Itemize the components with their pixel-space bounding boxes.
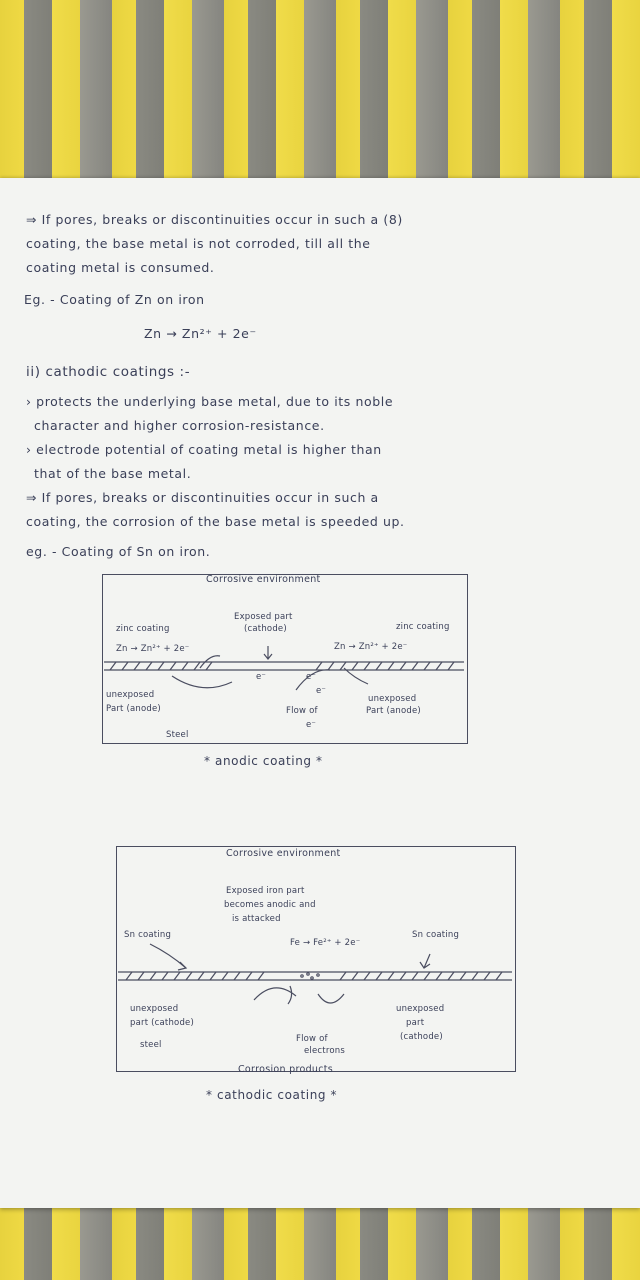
electron-label: e⁻: [256, 672, 267, 682]
note-line: that of the base metal.: [34, 466, 192, 481]
diagram-label: e⁻: [306, 720, 317, 730]
diagram-label: Corrosion products: [238, 1064, 334, 1075]
note-line: coating, the corrosion of the base metal is speeded up.: [26, 514, 405, 529]
diagram-label: electrons: [304, 1046, 345, 1056]
diagram-label: steel: [140, 1040, 162, 1050]
diagram-label: part: [406, 1018, 425, 1028]
section-heading: ii) cathodic coatings :-: [26, 364, 191, 380]
electron-label: e⁻: [316, 686, 327, 696]
diagram-env-label: Corrosive environment: [206, 574, 321, 585]
note-line: eg. - Coating of Sn on iron.: [26, 544, 211, 559]
diagram-label: Flow of: [286, 706, 318, 716]
diagram-label: Steel: [166, 730, 189, 740]
diagram-label: Sn coating: [124, 930, 172, 940]
equation: Zn → Zn²⁺ + 2e⁻: [144, 326, 257, 341]
electron-label: e⁻: [306, 672, 317, 682]
diagram-label: (cathode): [400, 1032, 443, 1042]
diagram-label: zinc coating: [116, 624, 170, 634]
diagram-label: unexposed: [106, 690, 155, 700]
diagram-equation: Zn → Zn²⁺ + 2e⁻: [116, 644, 190, 654]
diagram-label: Exposed iron part: [226, 886, 305, 896]
diagram-equation: Fe → Fe²⁺ + 2e⁻: [290, 938, 361, 948]
diagram-label: zinc coating: [396, 622, 450, 632]
diagram-caption: * cathodic coating *: [206, 1088, 338, 1102]
note-line: Eg. - Coating of Zn on iron: [24, 292, 205, 307]
note-line: › protects the underlying base metal, due to its noble: [26, 394, 394, 409]
diagram-label: unexposed: [368, 694, 417, 704]
diagram-label: Sn coating: [412, 930, 460, 940]
diagram-label: is attacked: [232, 914, 281, 924]
diagram-env-label: Corrosive environment: [226, 848, 341, 859]
note-line: ⇒ If pores, breaks or discontinuities occur in such a: [26, 490, 379, 505]
note-line: › electrode potential of coating metal is higher than: [26, 442, 382, 457]
diagram-equation: Zn → Zn²⁺ + 2e⁻: [334, 642, 408, 652]
diagram-label: (cathode): [244, 624, 287, 634]
diagram-label: Part (anode): [106, 704, 161, 714]
diagram-label: part (cathode): [130, 1018, 194, 1028]
note-line: coating metal is consumed.: [26, 260, 215, 275]
diagram-label: Part (anode): [366, 706, 421, 716]
note-line: character and higher corrosion-resistance.: [34, 418, 325, 433]
note-line: coating, the base metal is not corroded, till all the: [26, 236, 371, 251]
diagram-label: becomes anodic and: [224, 900, 316, 910]
diagram-label: unexposed: [396, 1004, 445, 1014]
note-line: ⇒ If pores, breaks or discontinuities occur in such a (8): [26, 212, 403, 227]
diagram-caption: * anodic coating *: [204, 754, 323, 768]
diagram-label: Exposed part: [234, 612, 293, 622]
diagram-label: Flow of: [296, 1034, 328, 1044]
diagram-label: unexposed: [130, 1004, 179, 1014]
